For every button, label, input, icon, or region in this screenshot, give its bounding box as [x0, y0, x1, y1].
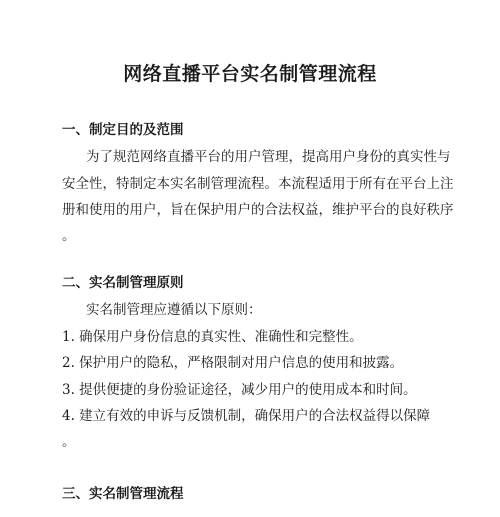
paragraph-line: 。	[62, 228, 76, 244]
list-item: 3. 提供便捷的身份验证途径，减少用户的使用成本和时间。	[62, 382, 417, 398]
list-item: 。	[62, 434, 76, 450]
paragraph-line: 为了规范网络直播平台的用户管理，提高用户身份的真实性与	[86, 149, 451, 165]
document-title: 网络直播平台实名制管理流程	[123, 63, 377, 85]
paragraph-line: 安全性，特制定本实名制管理流程。本流程适用于所有在平台上注	[62, 176, 454, 192]
list-item: 4. 建立有效的申诉与反馈机制，确保用户的合法权益得以保障	[62, 408, 431, 424]
paragraph-line: 册和使用的用户，旨在保护用户的合法权益，维护平台的良好秩序	[62, 202, 454, 218]
section-heading-principles: 二、实名制管理原则	[62, 275, 184, 291]
list-item: 2. 保护用户的隐私，严格限制对用户信息的使用和披露。	[62, 355, 404, 371]
section-heading-process: 三、实名制管理流程	[62, 486, 184, 502]
section-heading-purpose: 一、制定目的及范围	[62, 122, 184, 138]
principles-intro: 实名制管理应遵循以下原则：	[86, 302, 262, 318]
list-item: 1. 确保用户身份信息的真实性、准确性和完整性。	[62, 329, 363, 345]
